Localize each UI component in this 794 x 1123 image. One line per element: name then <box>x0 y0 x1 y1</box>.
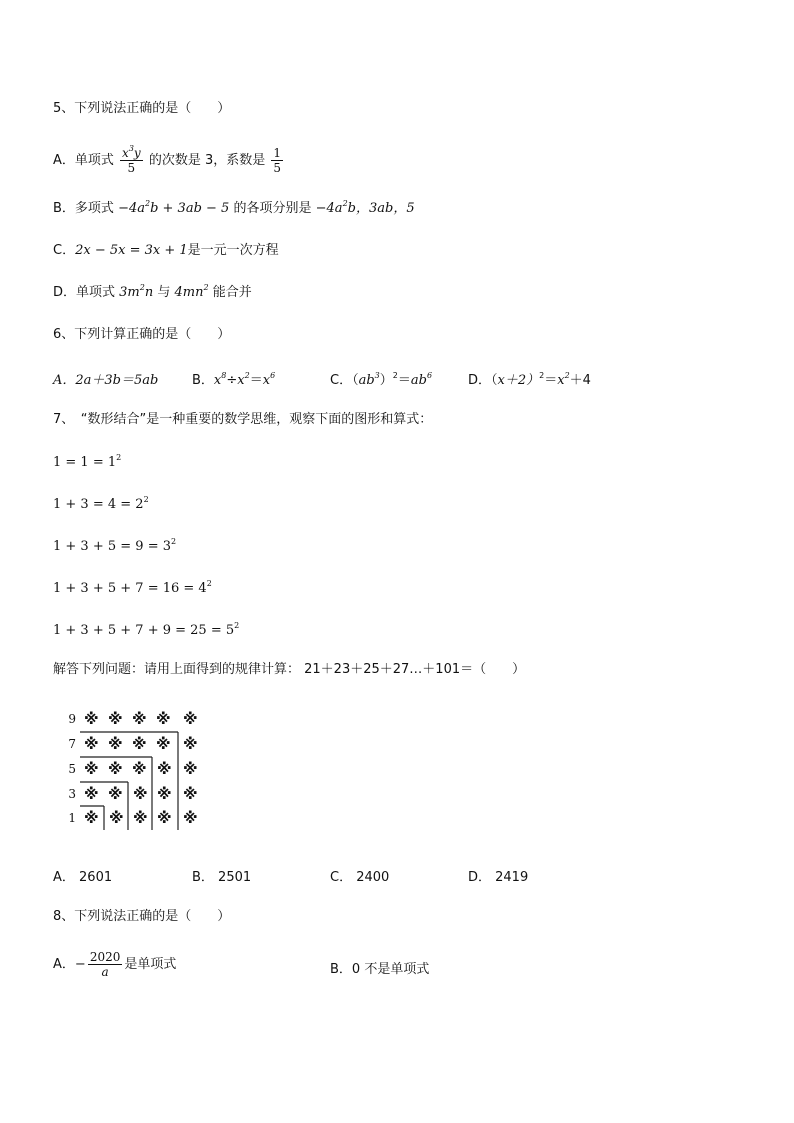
grid-mark: ※ <box>133 785 148 803</box>
fraction: $\frac{x^3y}{5}$ <box>122 144 141 175</box>
q5-option-c: C．2x − 5x = 3x + 1是一元一次方程 <box>53 243 279 258</box>
grid-mark: ※ <box>157 785 172 803</box>
grid-mark: ※ <box>84 735 99 753</box>
row-label: 3 <box>68 787 76 801</box>
q5-option-b: B．多项式 $-4a^2b + 3ab - 5$ 的各项分别是 $-4a^2b$，3ab，5 <box>53 199 415 216</box>
q8-option-a: A．− $\frac{2020}{a}$ 是单项式 <box>53 950 177 979</box>
q5-stem: 5、下列说法正确的是（ ） <box>53 101 231 116</box>
q7-equation: $1 + 3 + 5 + 7 = 16 = 4^2$ <box>53 579 212 596</box>
q7-option-a: A． 2601 <box>53 870 113 885</box>
q7-option-d: D． 2419 <box>468 870 529 885</box>
q7-equation: $1 = 1 = 1^2$ <box>53 453 122 470</box>
grid-mark: ※ <box>84 809 99 827</box>
grid-mark: ※ <box>183 710 198 728</box>
q7-question: 解答下列问题：请用上面得到的规律计算： 21＋23＋25＋27…＋101＝（ ） <box>53 662 526 677</box>
grid-mark: ※ <box>108 760 123 778</box>
q7-option-c: C． 2400 <box>330 870 390 885</box>
q6-option-b: B．$x^8\div x^2=x^6$ <box>192 371 276 388</box>
grid-mark: ※ <box>108 785 123 803</box>
row-label: 7 <box>68 737 76 751</box>
grid-mark: ※ <box>108 710 123 728</box>
fraction: $\frac{2020}{a}$ <box>89 950 121 979</box>
grid-mark: ※ <box>133 809 148 827</box>
q6-option-a: A．2a＋3b＝5ab <box>53 373 159 388</box>
q7-stem: 7、 “数形结合”是一种重要的数学思维，观察下面的图形和算式： <box>53 412 433 427</box>
grid-mark: ※ <box>183 785 198 803</box>
grid-mark: ※ <box>84 785 99 803</box>
row-label: 5 <box>68 762 76 776</box>
grid-mark: ※ <box>132 735 147 753</box>
q6-option-d: D．$(x+2)^2=x^2+4$ <box>468 371 591 388</box>
grid-mark: ※ <box>157 809 172 827</box>
odd-sum-figure <box>62 708 222 838</box>
grid-mark: ※ <box>108 735 123 753</box>
q6-stem: 6、下列计算正确的是（ ） <box>53 327 231 342</box>
grid-mark: ※ <box>156 735 171 753</box>
grid-mark: ※ <box>109 809 124 827</box>
grid-mark: ※ <box>132 760 147 778</box>
q7-equation: $1 + 3 + 5 = 9 = 3^2$ <box>53 537 177 554</box>
grid-mark: ※ <box>183 809 198 827</box>
grid-mark: ※ <box>183 735 198 753</box>
grid-mark: ※ <box>157 760 172 778</box>
fraction: $\frac{1}{5}$ <box>273 146 282 175</box>
grid-mark: ※ <box>183 760 198 778</box>
grid-mark: ※ <box>132 710 147 728</box>
q7-equation: $1 + 3 + 5 + 7 + 9 = 25 = 5^2$ <box>53 621 240 638</box>
q5-option-d: D．单项式 $3m^2n$ 与 $4mn^2$ 能合并 <box>53 283 252 300</box>
q5-option-a: A．单项式 $\frac{x^3y}{5}$ 的次数是 3，系数是 $\frac{1}{5}$ <box>53 144 282 175</box>
grid-mark: ※ <box>84 710 99 728</box>
grid-mark: ※ <box>84 760 99 778</box>
q8-option-b: B．0 不是单项式 <box>330 962 430 977</box>
q6-option-c: C．$(ab^3)^2=ab^6$ <box>330 371 433 388</box>
q7-equation: $1 + 3 = 4 = 2^2$ <box>53 495 149 512</box>
row-label: 1 <box>68 811 76 825</box>
q7-option-b: B． 2501 <box>192 870 252 885</box>
grid-mark: ※ <box>156 710 171 728</box>
q8-stem: 8、下列说法正确的是（ ） <box>53 909 231 924</box>
row-label: 9 <box>68 712 76 726</box>
